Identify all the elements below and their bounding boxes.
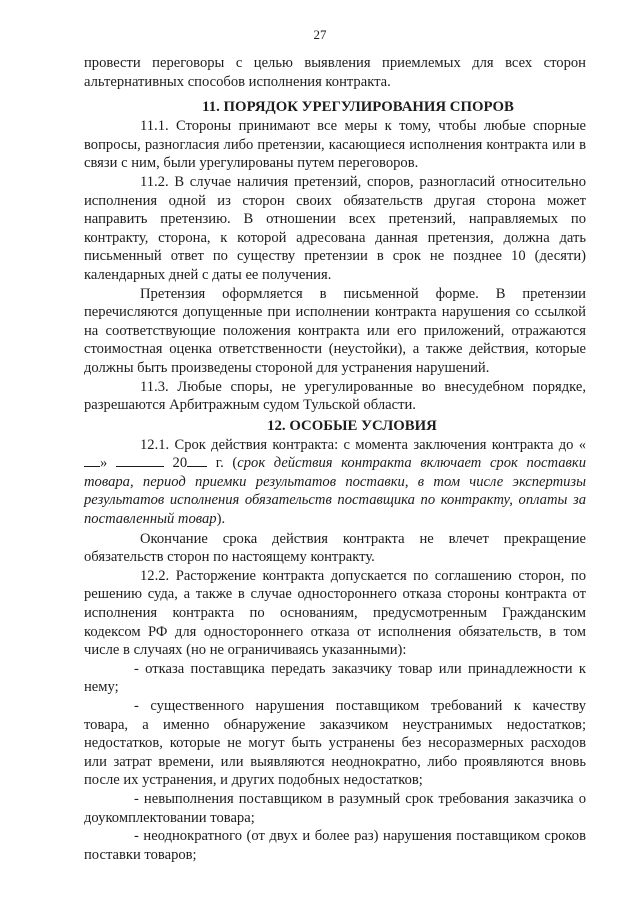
year-prefix: 20 [172,455,188,472]
page-number: 27 [313,27,327,42]
clause-12-1-text: 12.1. Срок действия контракта: с момента заключения контракта до « [140,436,586,453]
intro-paragraph: провести переговоры с целью выявления приемлемых для всех сторон альтернативных способов исполнения контракта. [84,55,586,90]
contract-term-note: срок действия контракта включает срок поставки товара, период приемки результатов поставки, в том числе экспертизы результатов исполнения обязательств поставщика по контракту, оплаты за поставленный товар [84,455,587,528]
document-body [84,54,586,864]
termination-item: - существенного нарушения поставщиком требований к качеству товара, а именно обнаружение заказчиком неустранимых недостатков; недостатков, которые не могут быть устранены без несоразмерных расходов или затрат времени, или выявляются неоднократно, либо проявляются вновь после их устранения, и других подобных недостатков; [84,698,586,789]
year-suffix: г. [215,455,224,472]
year-blank [187,454,207,467]
termination-item: - неоднократного (от двух и более раз) нарушения поставщиком сроков поставки товаров; [84,828,586,863]
claim-form-paragraph: Претензия оформляется в письменной форме. В претензии перечисляются допущенные при исполнении контракта нарушения со ссылкой на соответствующие положения контракта или его приложений, отражаются стоимостная оценка ответственности (неустойки), а также действия, которые должны быть произведены стороной для устранения нарушений. [84,285,586,376]
day-blank [84,454,100,467]
clause-12-1: 12.1. Срок действия контракта: с момента заключения контракта до «» 20 г. (срок действия контракта включает срок поставки товара, период приемки результатов поставки, в том числе экспертизы результатов исполнения обязательств поставщика по контракту, оплаты за поставленный товар). [84,436,587,528]
clause-12-2: 12.2. Расторжение контракта допускается по соглашению сторон, по решению суда, а также в случае одностороннего отказа стороны контракта от исполнения контракта по основаниям, предусмотренным Гражданским кодексом РФ для одностороннего отказа от исполнения обязательств, в том числе в случаях (но не ограничиваясь указанными): [84,567,586,659]
section-11-title: 11. ПОРЯДОК УРЕГУЛИРОВАНИЯ СПОРОВ [202,99,514,116]
termination-item: - невыполнения поставщиком в разумный срок требования заказчика о доукомплектовании товара; [84,790,586,826]
section-12-title: 12. ОСОБЫЕ УСЛОВИЯ [267,417,437,434]
clause-11-1: 11.1. Стороны принимают все меры к тому, чтобы любые спорные вопросы, разногласия либо претензии, касающиеся исполнения контракта или в связи с ним, были урегулированы путем переговоров. [84,118,586,172]
termination-item: - отказа поставщика передать заказчику товар или принадлежности к нему; [84,660,586,696]
quote-close: » [100,455,108,472]
clause-11-3: 11.3. Любые споры, не урегулированные во внесудебном порядке, разрешаются Арбитражным судом Тульской области. [84,378,586,414]
month-blank [116,454,164,467]
clause-11-2: 11.2. В случае наличия претензий, споров, разногласий относительно исполнения одной из сторон своих обязательств другая сторона может направить претензию. В отношении всех претензий, направляемых по контракту, сторона, к которой адресована данная претензия, должна дать письменный ответ по существу претензии в срок не позднее 10 (десяти) календарных дней с даты ее получения. [84,173,586,283]
contract-end-paragraph: Окончание срока действия контракта не влечет прекращение обязательств сторон по настоящему контракту. [84,530,586,566]
